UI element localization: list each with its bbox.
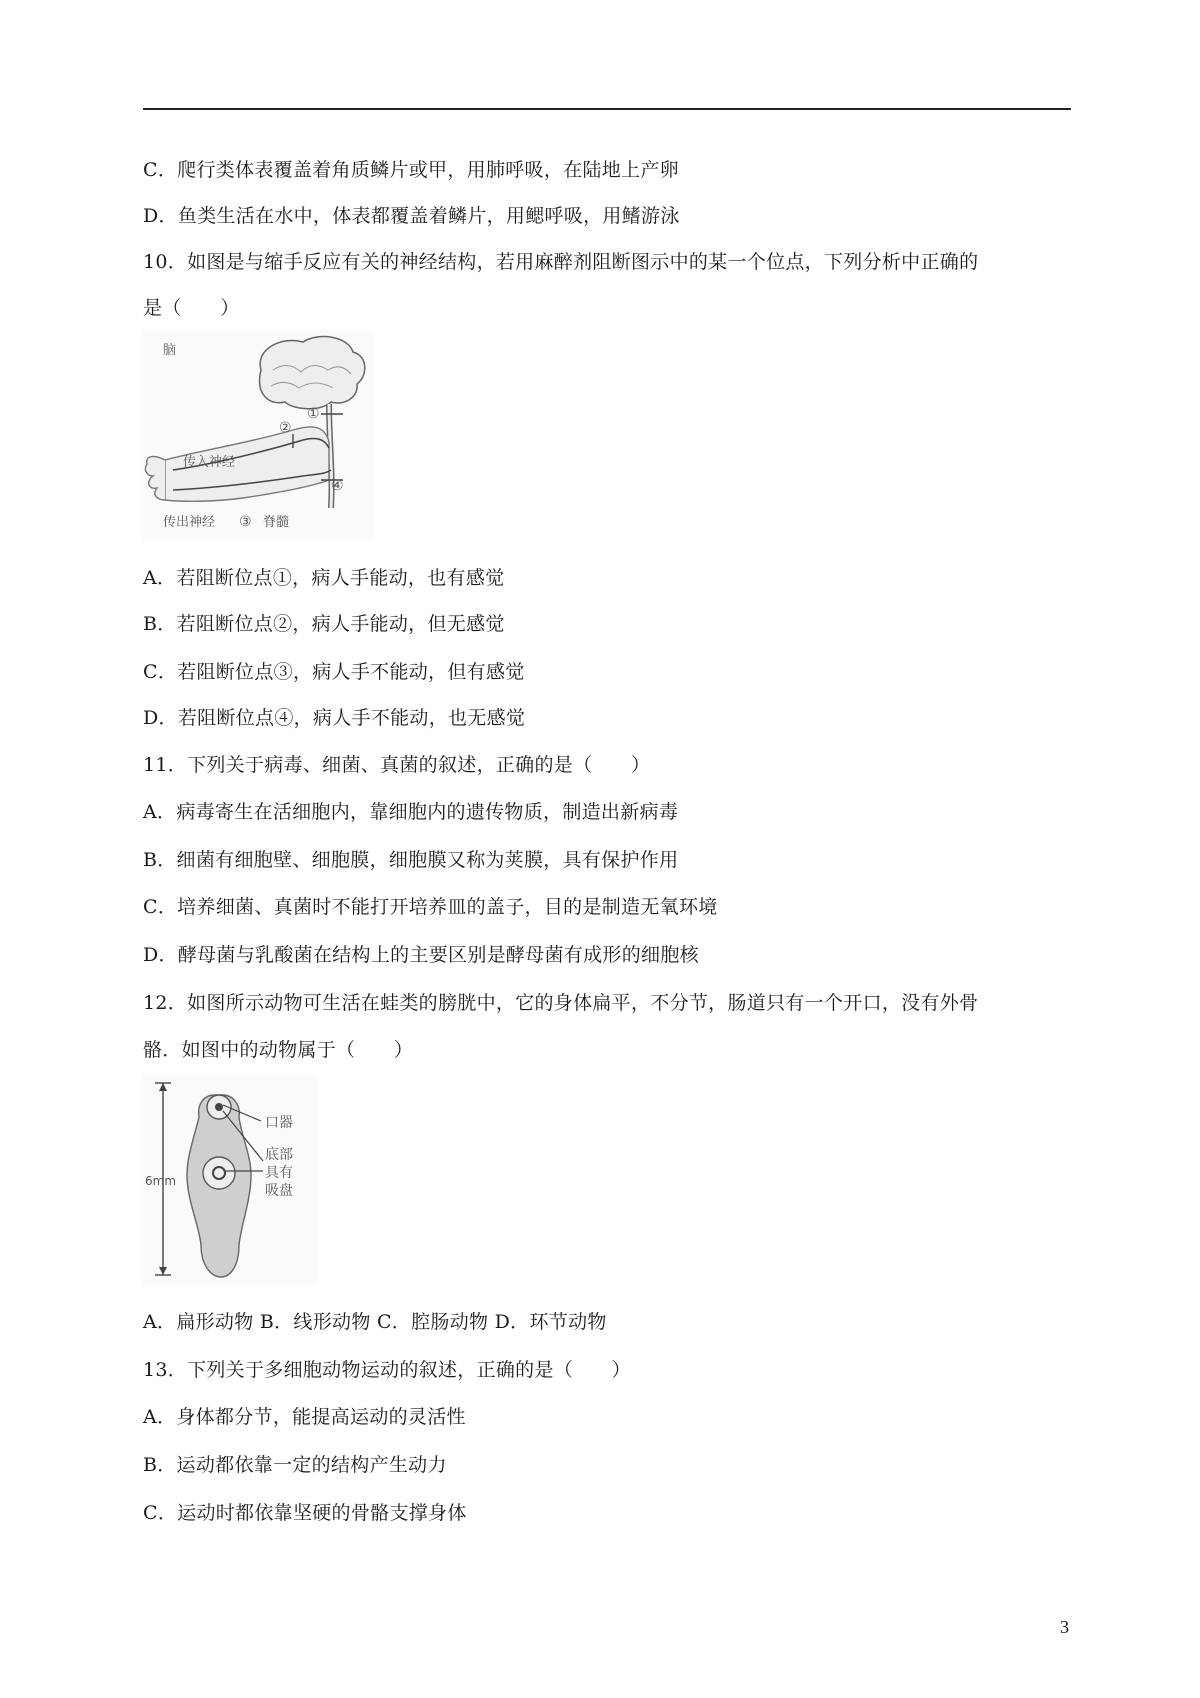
q11-stem: 11．下列关于病毒、细菌、真菌的叙述，正确的是（ ） (143, 754, 651, 776)
sucker-label-line-1: 底部 (265, 1147, 293, 1163)
page-number: 3 (1060, 1617, 1069, 1637)
q12-options: A．扁形动物 B．线形动物 C．腔肠动物 D．环节动物 (143, 1311, 607, 1333)
q13-stem: 13．下列关于多细胞动物运动的叙述，正确的是（ ） (143, 1359, 631, 1381)
q12-stem-line-1: 12．如图所示动物可生活在蛙类的膀胱中，它的身体扁平，不分节，肠道只有一个开口，没有外骨 (143, 992, 979, 1014)
q10-option-c: C．若阻断位点③，病人手不能动，但有感觉 (143, 661, 525, 683)
q13-option-a: A．身体都分节，能提高运动的灵活性 (143, 1406, 466, 1428)
point-4-label: ④ (331, 478, 344, 494)
ventral-sucker-shape (203, 1157, 235, 1189)
sucker-label-line-3: 吸盘 (265, 1183, 293, 1199)
size-label: 6mm (145, 1174, 177, 1188)
point-3-label: ③ (239, 514, 252, 530)
q11-option-b: B．细菌有细胞壁、细胞膜，细胞膜又称为荚膜，具有保护作用 (143, 849, 679, 871)
q9-option-d: D．鱼类生活在水中，体表都覆盖着鳞片，用鳃呼吸，用鳍游泳 (143, 205, 680, 227)
sucker-label-line-2: 具有 (265, 1165, 293, 1181)
fluke-figure (143, 1075, 318, 1285)
q12-stem-line-2: 骼．如图中的动物属于（ ） (143, 1039, 414, 1061)
q11-option-d: D．酵母菌与乳酸菌在结构上的主要区别是酵母菌有成形的细胞核 (143, 944, 699, 966)
q10-option-d: D．若阻断位点④，病人手不能动，也无感觉 (143, 707, 526, 729)
brain-shape (260, 337, 365, 409)
brain-label: 脑 (163, 343, 177, 358)
q10-stem-line-1: 10．如图是与缩手反应有关的神经结构，若用麻醉剂阻断图示中的某一个位点，下列分析中正确的 (143, 251, 979, 273)
q11-option-a: A．病毒寄生在活细胞内，靠细胞内的遗传物质，制造出新病毒 (143, 801, 679, 823)
q13-option-b: B．运动都依靠一定的结构产生动力 (143, 1454, 447, 1476)
point-1-label: ① (307, 406, 320, 422)
efferent-nerve-label: 传出神经 (163, 515, 216, 530)
reflex-arc-figure (143, 330, 373, 540)
point-2-label: ② (279, 420, 292, 436)
q10-option-b: B．若阻断位点②，病人手能动，但无感觉 (143, 613, 505, 635)
mouth-label: 口器 (265, 1115, 293, 1131)
q11-option-c: C．培养细菌、真菌时不能打开培养皿的盖子，目的是制造无氧环境 (143, 896, 718, 918)
q9-option-c: C．爬行类体表覆盖着角质鳞片或甲，用肺呼吸，在陆地上产卵 (143, 159, 679, 181)
header-rule (143, 108, 1071, 110)
afferent-nerve-label: 传入神经 (183, 455, 236, 470)
spinal-cord-label: 脊髓 (263, 515, 290, 530)
q10-option-a: A．若阻断位点①，病人手能动，也有感觉 (143, 567, 505, 589)
q13-option-c: C．运动时都依靠坚硬的骨骼支撑身体 (143, 1502, 467, 1524)
q10-stem-line-2: 是（ ） (143, 297, 240, 319)
